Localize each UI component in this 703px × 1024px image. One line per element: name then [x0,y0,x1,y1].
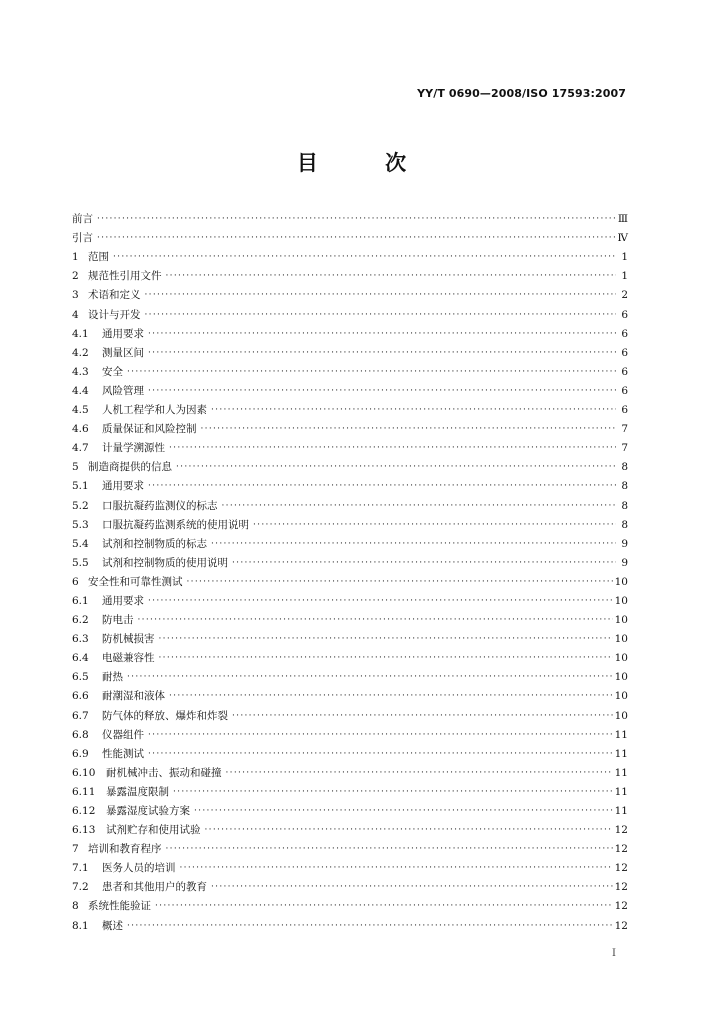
toc-leader-dots [222,499,617,513]
toc-entry-page: 9 [621,556,628,569]
toc-entry-page: 10 [614,690,628,703]
toc-entry-page: 8 [621,518,628,531]
toc-entry-page: 6 [621,384,628,397]
toc-entry-number: 6.8 [72,728,89,741]
toc-entry-title: 通用要求 [102,327,144,340]
toc-entry[interactable] [72,379,628,398]
toc-leader-dots [148,594,613,608]
toc-entry-number: 4.6 [72,423,89,436]
toc-leader-dots [113,250,616,264]
toc-entry[interactable] [72,913,628,932]
toc-entry-number: 6.3 [72,633,89,646]
toc-entry-number: 6 [72,575,79,588]
toc-leader-dots [97,231,616,245]
toc-entry-title: 口服抗凝药监测系统的使用说明 [102,518,249,531]
toc-leader-dots [232,556,616,570]
toc-entry-page: 10 [614,709,628,722]
toc-entry-title: 前言 [72,213,93,226]
toc-entry[interactable] [72,818,628,837]
toc-entry-title: 通用要求 [102,594,144,607]
toc-entry-page: Ⅲ [617,213,628,226]
toc-entry-number: 6.4 [72,652,89,665]
toc-entry-number: 6.1 [72,594,89,607]
toc-leader-dots [148,384,616,398]
toc-entry-number: 5.5 [72,556,89,569]
toc-entry-page: 7 [621,423,628,436]
toc-leader-dots [127,365,616,379]
toc-entry[interactable] [72,436,628,455]
toc-entry-page: 10 [614,575,628,588]
toc-entry-number: 1 [72,251,79,264]
toc-leader-dots [211,537,616,551]
toc-leader-dots [148,327,616,341]
toc-leader-dots [145,288,617,302]
toc-entry[interactable] [72,837,628,856]
toc-entry[interactable] [72,207,628,226]
toc-leader-dots [155,899,613,913]
toc-entry-page: 12 [614,919,628,932]
toc-entry-number: 2 [72,270,79,283]
toc-entry-number: 6.12 [72,805,96,817]
toc-entry[interactable] [72,875,628,894]
toc-entry-page: 10 [614,633,628,646]
toc-entry-page: 12 [614,881,628,894]
toc-entry-title: 规范性引用文件 [88,270,162,283]
toc-entry-page: 10 [614,614,628,627]
toc-entry-page: 1 [621,270,628,283]
toc-entry[interactable] [72,513,628,532]
toc-entry[interactable] [72,646,628,665]
toc-entry-number: 5 [72,461,79,474]
toc-entry-number: 6.11 [72,785,96,798]
toc-entry-number: 6.2 [72,614,89,627]
toc-leader-dots [138,613,613,627]
toc-entry-page: 11 [614,728,628,741]
toc-entry-title: 防电击 [102,614,134,627]
toc-leader-dots [166,842,613,856]
toc-entry-number: 7.2 [72,881,89,894]
toc-entry-number: 4.2 [72,346,89,359]
toc-entry-page: 6 [621,346,628,359]
toc-entry-number: 4.1 [72,327,89,340]
toc-entry-number: 3 [72,289,79,302]
toc-leader-dots [226,766,613,780]
toc-entry-number: 5.3 [72,518,89,531]
toc-entry-number: 6.6 [72,690,89,703]
toc-leader-dots [97,212,616,226]
toc-entry-number: 7.1 [72,862,89,875]
toc-entry-page: 1 [621,251,628,264]
standard-code: YY/T 0690—2008/ISO 17593:2007 [417,87,626,100]
toc-entry-title: 仪器组件 [102,728,144,741]
toc-entry-page: 11 [614,766,628,779]
toc-entry-page: 6 [621,365,628,378]
toc-entry-page: 11 [614,785,628,798]
toc-entry-title: 质量保证和风险控制 [102,423,197,436]
toc-entry-title: 口服抗凝药监测仪的标志 [102,499,218,512]
toc-entry-title: 测量区间 [102,346,144,359]
toc-leader-dots [159,651,613,665]
toc-entry[interactable] [72,894,628,913]
toc-entry-page: 12 [614,900,628,913]
toc-entry-page: 6 [621,404,628,417]
toc-entry[interactable] [72,360,628,379]
toc-entry[interactable] [72,608,628,627]
toc-entry[interactable] [72,665,628,684]
toc-entry[interactable] [72,455,628,474]
toc-leader-dots [145,308,617,322]
toc-entry-number: 6.9 [72,747,89,760]
toc-entry-number: 6.10 [72,766,96,779]
toc-entry-title: 引言 [72,232,93,245]
toc-entry[interactable] [72,742,628,761]
toc-entry[interactable] [72,532,628,551]
page-number: I [612,948,616,959]
toc-leader-dots [194,804,613,818]
toc-entry-page: 10 [614,671,628,684]
toc-entry[interactable] [72,398,628,417]
toc-entry-title: 通用要求 [102,480,144,493]
toc-entry-number: 4 [72,308,79,321]
toc-entry[interactable] [72,322,628,341]
toc-entry[interactable] [72,245,628,264]
toc-entry-title: 防机械损害 [102,633,155,646]
toc-leader-dots [148,346,616,360]
toc-leader-dots [169,441,616,455]
toc-leader-dots [176,460,616,474]
toc-entry-title: 安全 [102,365,123,378]
toc-entry-title: 耐热 [102,671,123,684]
toc-entry-title: 暴露温度限制 [106,785,169,798]
toc-entry[interactable] [72,302,628,321]
toc-entry[interactable] [72,627,628,646]
toc-entry-number: 6.7 [72,709,89,722]
toc-entry-title: 范围 [88,251,109,264]
toc-entry-title: 患者和其他用户的教育 [102,881,207,894]
toc-entry-page: 12 [614,843,628,856]
toc-leader-dots [127,919,613,933]
toc-leader-dots [148,728,613,742]
toc-entry-number: 8 [72,900,79,913]
toc-entry-title: 性能测试 [102,747,144,760]
toc-leader-dots [205,823,613,837]
toc-entry-number: 6.13 [72,824,96,837]
toc-entry-title: 培训和教育程序 [88,843,162,856]
toc-entry-number: 6.5 [72,671,89,684]
toc-entry-title: 防气体的释放、爆炸和炸裂 [102,709,228,722]
toc-entry[interactable] [72,551,628,570]
toc-entry[interactable] [72,856,628,875]
toc-entry-number: 5.1 [72,480,89,493]
toc-entry-page: 12 [614,862,628,875]
toc-entry-title: 安全性和可靠性测试 [88,575,183,588]
toc-entry[interactable] [72,703,628,722]
toc-leader-dots [211,880,613,894]
toc-leader-dots [159,632,613,646]
toc-entry-page: 10 [614,652,628,665]
toc-entry-title: 设计与开发 [88,308,141,321]
toc-leader-dots [169,689,613,703]
toc-entry[interactable] [72,226,628,245]
toc-leader-dots [253,518,616,532]
toc-entry[interactable] [72,761,628,780]
toc-entry-page: Ⅳ [617,232,628,245]
toc-entry[interactable] [72,493,628,512]
toc-entry[interactable] [72,799,628,818]
toc-entry-page: 12 [614,824,628,837]
toc-entry-title: 计量学溯源性 [102,442,165,455]
toc-entry[interactable] [72,341,628,360]
toc-entry-page: 7 [621,442,628,455]
toc-entry-title: 术语和定义 [88,289,141,302]
table-of-contents [72,207,628,933]
toc-entry-number: 4.5 [72,404,89,417]
toc-leader-dots [180,861,613,875]
toc-entry[interactable] [72,283,628,302]
toc-leader-dots [166,269,617,283]
toc-entry-page: 11 [614,805,628,817]
toc-entry-page: 9 [621,537,628,550]
toc-entry-number: 8.1 [72,919,89,932]
toc-entry-title: 耐机械冲击、振动和碰撞 [106,766,222,779]
toc-entry[interactable] [72,417,628,436]
toc-entry-page: 10 [614,594,628,607]
toc-entry[interactable] [72,570,628,589]
toc-entry-title: 电磁兼容性 [102,652,155,665]
toc-entry-page: 11 [614,747,628,760]
toc-entry-title: 风险管理 [102,384,144,397]
toc-entry-number: 7 [72,843,79,856]
toc-entry-page: 8 [621,461,628,474]
toc-leader-dots [148,747,613,761]
toc-leader-dots [201,422,617,436]
toc-entry-number: 4.3 [72,365,89,378]
toc-leader-dots [232,709,613,723]
toc-entry-page: 8 [621,480,628,493]
toc-entry[interactable] [72,723,628,742]
toc-entry-title: 暴露湿度试验方案 [106,805,190,817]
toc-leader-dots [127,670,613,684]
toc-entry-number: 4.7 [72,442,89,455]
toc-entry-number: 5.4 [72,537,89,550]
toc-entry-page: 8 [621,499,628,512]
toc-entry[interactable] [72,589,628,608]
toc-entry-title: 概述 [102,919,123,932]
toc-entry-page: 6 [621,308,628,321]
toc-entry-title: 系统性能验证 [88,900,151,913]
toc-leader-dots [173,785,613,799]
toc-entry-page: 2 [621,289,628,302]
toc-entry-page: 6 [621,327,628,340]
toc-entry[interactable] [72,474,628,493]
page-title: 目 次 [296,150,437,175]
toc-entry[interactable] [72,264,628,283]
toc-entry[interactable] [72,684,628,703]
toc-entry-title: 试剂贮存和使用试验 [106,824,201,837]
toc-leader-dots [148,479,616,493]
toc-entry-title: 耐潮湿和液体 [102,690,165,703]
toc-entry-number: 4.4 [72,384,89,397]
toc-leader-dots [187,575,613,589]
toc-entry-title: 试剂和控制物质的标志 [102,537,207,550]
toc-leader-dots [211,403,616,417]
toc-entry-title: 医务人员的培训 [102,862,176,875]
toc-entry-title: 制造商提供的信息 [88,461,172,474]
toc-entry-title: 试剂和控制物质的使用说明 [102,556,228,569]
toc-entry-number: 5.2 [72,499,89,512]
toc-entry-title: 人机工程学和人为因素 [102,404,207,417]
toc-entry[interactable] [72,780,628,799]
